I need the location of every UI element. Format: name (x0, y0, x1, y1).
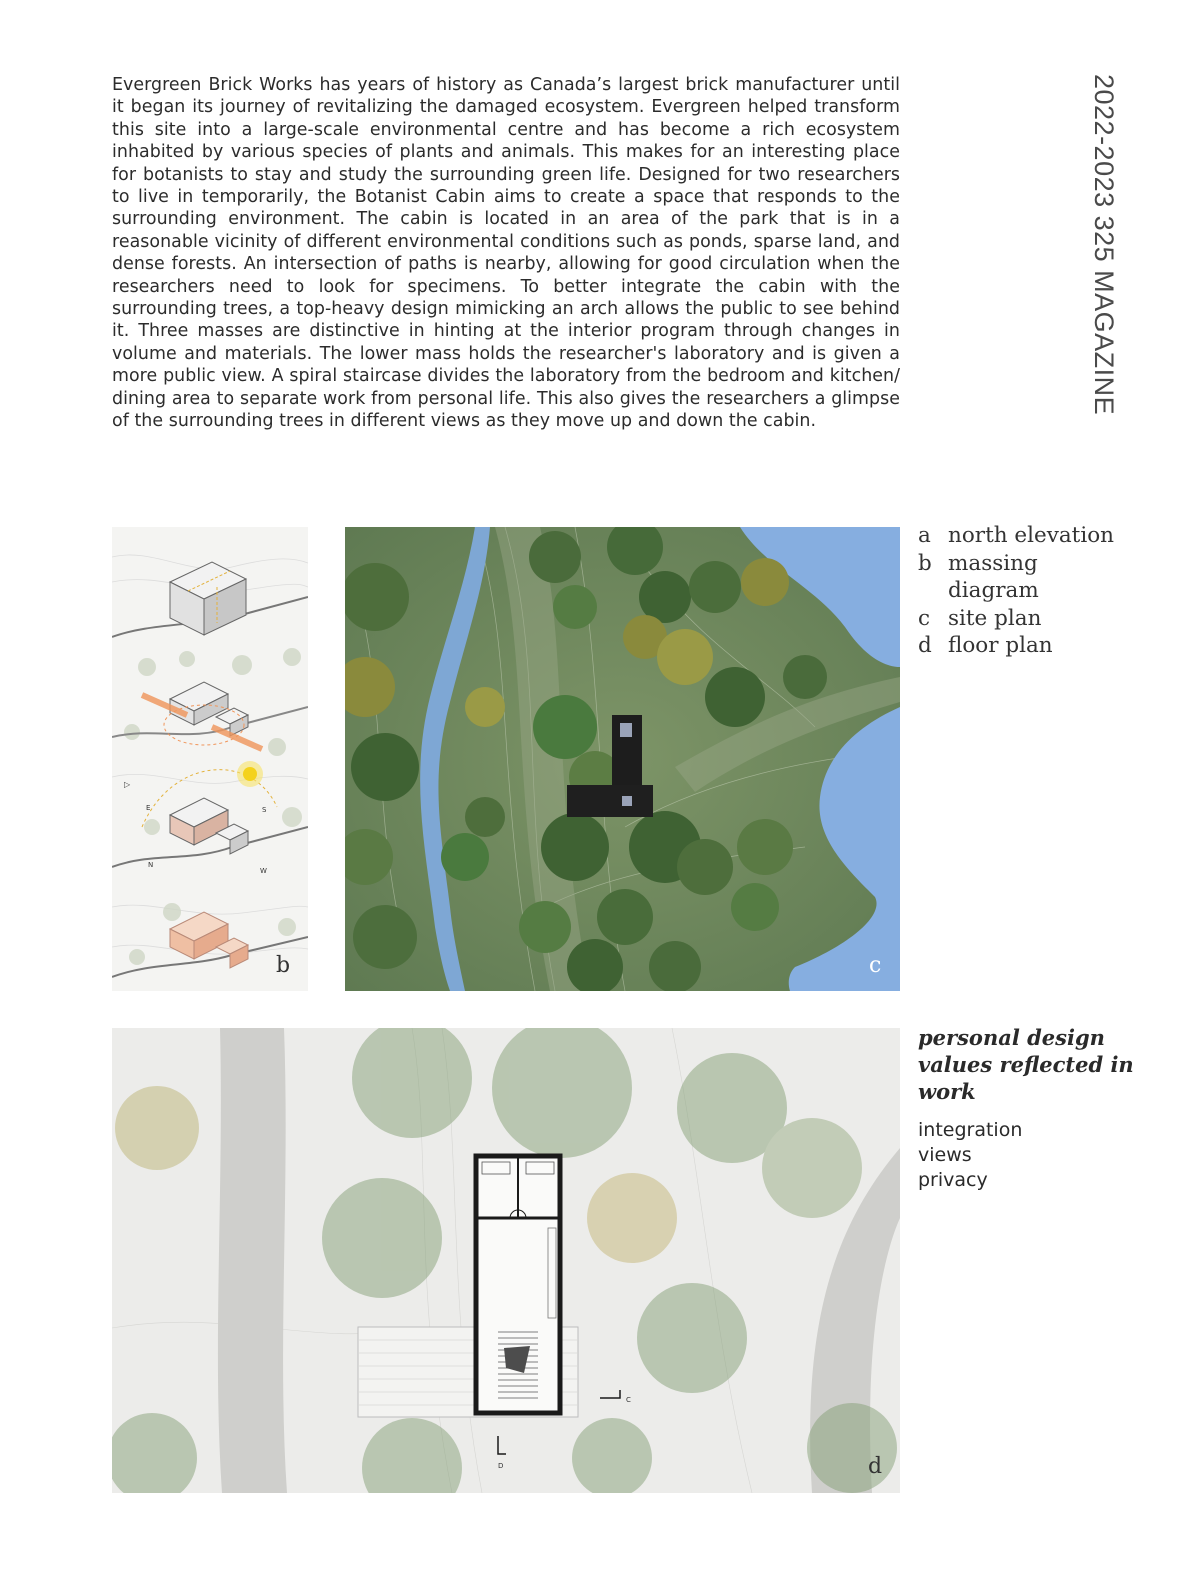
site-plan-figure (345, 527, 900, 991)
floor-plan-illustration (112, 1028, 900, 1493)
design-value-item: views (918, 1144, 972, 1166)
legend-item (918, 605, 1148, 633)
design-value-item: integration (918, 1119, 1023, 1141)
article-body: Evergreen Brick Works has years of history as Canada’s largest brick manufacturer until it began its journey of revitalizing the damaged ecosystem. Evergreen helped transform this site into a large-scale environmental centre and has become a rich ecosystem inhabited by various species of plants and animals. This makes for an interesting place for botanists to stay and study the surrounding green life. Designed for two researchers to live in temporarily, the Botanist Cabin aims to create a space that responds to the surrounding environment. The cabin is located in an area of the park that is in a reasonable vicinity of different environmental conditions such as ponds, sparse land, and dense forests. An intersection of paths is nearby, allowing for good circulation when the researchers need to look for specimens. To better integrate the cabin with the surrounding trees, a top-heavy design mimicking an arch allows the public to see behind it. Three masses are distinctive in hinting at the interior program through changes in volume and materials. The lower mass holds the researcher's laboratory and is given a more public view. A spiral staircase divides the laboratory from the bedroom and kitchen/ dining area to separate work from personal life. This also gives the researchers a glimpse of the surrounding trees in different views as they move up and down the cabin. (112, 75, 900, 432)
figure-letter-c: c (869, 953, 882, 978)
massing-diagram-illustration (112, 527, 308, 991)
legend-item (918, 522, 1148, 550)
compass-north: N (148, 861, 154, 869)
compass-west: W (260, 867, 267, 875)
legend-label: floor plan (948, 633, 1053, 658)
figure-letter-b: b (276, 953, 291, 978)
massing-diagram-figure (112, 527, 308, 991)
legend-item (918, 550, 1148, 605)
section-marker-d: D (498, 1462, 504, 1470)
floor-plan-figure (112, 1028, 900, 1493)
figure-legend (918, 522, 1148, 660)
legend-key: d (918, 633, 932, 658)
legend-label: site plan (948, 605, 1042, 631)
legend-item (918, 632, 1148, 660)
design-value-item: privacy (918, 1169, 988, 1191)
legend-key: c (918, 605, 931, 631)
magazine-side-title: 2022-2023 325 MAGAZINE (1089, 74, 1119, 416)
design-values-heading: personal design values reflected in work (918, 1025, 1134, 1104)
legend-label: massing diagram (948, 550, 1039, 603)
section-marker-c: C (626, 1396, 631, 1404)
figure-letter-d: d (868, 1454, 883, 1479)
legend-key: a (918, 523, 931, 548)
compass-arrow: ▷ (124, 780, 131, 789)
legend-key: b (918, 550, 932, 576)
design-values-list (918, 1118, 1022, 1193)
legend-label: north elevation (948, 523, 1114, 548)
site-plan-illustration (345, 527, 900, 991)
compass-south: S (262, 806, 267, 814)
compass-east: E (146, 804, 151, 812)
